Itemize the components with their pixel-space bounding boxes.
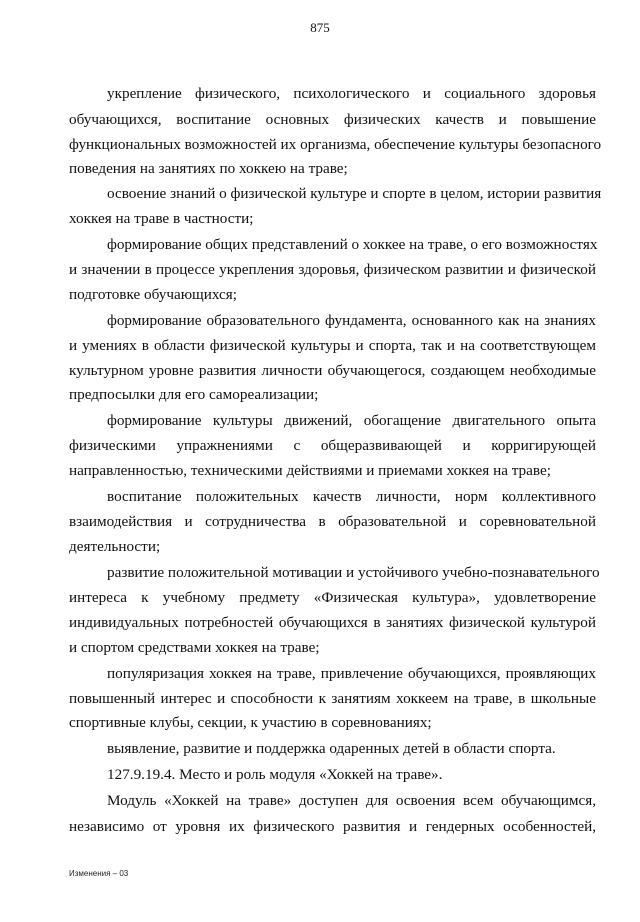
text-line: Модуль «Хоккей на траве» доступен для освоения всем обучающимся,: [107, 792, 596, 809]
text-line: взаимодействия и сотрудничества в образовательной и соревновательной: [69, 513, 596, 530]
text-line: освоение знаний о физической культуре и спорте в целом, истории развития: [107, 185, 602, 202]
text-line: физическими упражнениями с общеразвивающей и корригирующей: [69, 437, 596, 454]
text-line: развитие положительной мотивации и устойчивого учебно-познавательного: [107, 564, 600, 581]
text-line: воспитание положительных качеств личности, норм коллективного: [107, 488, 596, 505]
text-line: подготовке обучающихся;: [69, 286, 237, 303]
text-line: формирование образовательного фундамента, основанного как на знаниях: [107, 312, 596, 329]
text-line: хоккея на траве в частности;: [69, 210, 254, 227]
footer-note: Изменения – 03: [69, 869, 129, 878]
text-line: укрепление физического, психологического и социального здоровья: [107, 85, 596, 102]
text-line: формирование культуры движений, обогащение двигательного опыта: [107, 412, 596, 429]
text-line: 127.9.19.4. Место и роль модуля «Хоккей на траве».: [107, 766, 443, 783]
text-line: поведения на занятиях по хоккею на траве;: [69, 160, 348, 177]
text-line: повышенный интерес и способности к занятиям хоккеем на траве, в школьные: [69, 690, 596, 707]
text-line: предпосылки для его самореализации;: [69, 386, 319, 403]
text-line: обучающихся, воспитание основных физических качеств и повышение: [69, 111, 596, 128]
text-line: и умениях в области физической культуры и спорта, так и на соответствующем: [69, 337, 596, 354]
page-number: 875: [310, 20, 330, 35]
text-line: независимо от уровня их физического развития и гендерных особенностей,: [69, 818, 596, 835]
text-line: и спортом средствами хоккея на траве;: [69, 639, 320, 656]
text-line: спортивные клубы, секции, к участию в соревнованиях;: [69, 714, 432, 731]
text-line: культурном уровне развития личности обучающегося, создающем необходимые: [69, 362, 596, 379]
text-line: индивидуальных потребностей обучающихся в занятиях физической культурой: [69, 614, 596, 631]
text-line: функциональных возможностей их организма, обеспечение культуры безопасного: [69, 136, 602, 153]
text-line: интереса к учебному предмету «Физическая культура», удовлетворение: [69, 589, 596, 606]
text-line: популяризация хоккея на траве, привлечение обучающихся, проявляющих: [107, 665, 596, 682]
text-line: выявление, развитие и поддержка одаренных детей в области спорта.: [107, 740, 556, 757]
text-line: направленностью, техническими действиями и приемами хоккея на траве;: [69, 462, 551, 479]
text-line: деятельности;: [69, 538, 161, 555]
text-line: формирование общих представлений о хоккее на траве, о его возможностях: [107, 236, 598, 253]
text-line: и значении в процессе укрепления здоровья, физическом развитии и физической: [69, 261, 596, 278]
